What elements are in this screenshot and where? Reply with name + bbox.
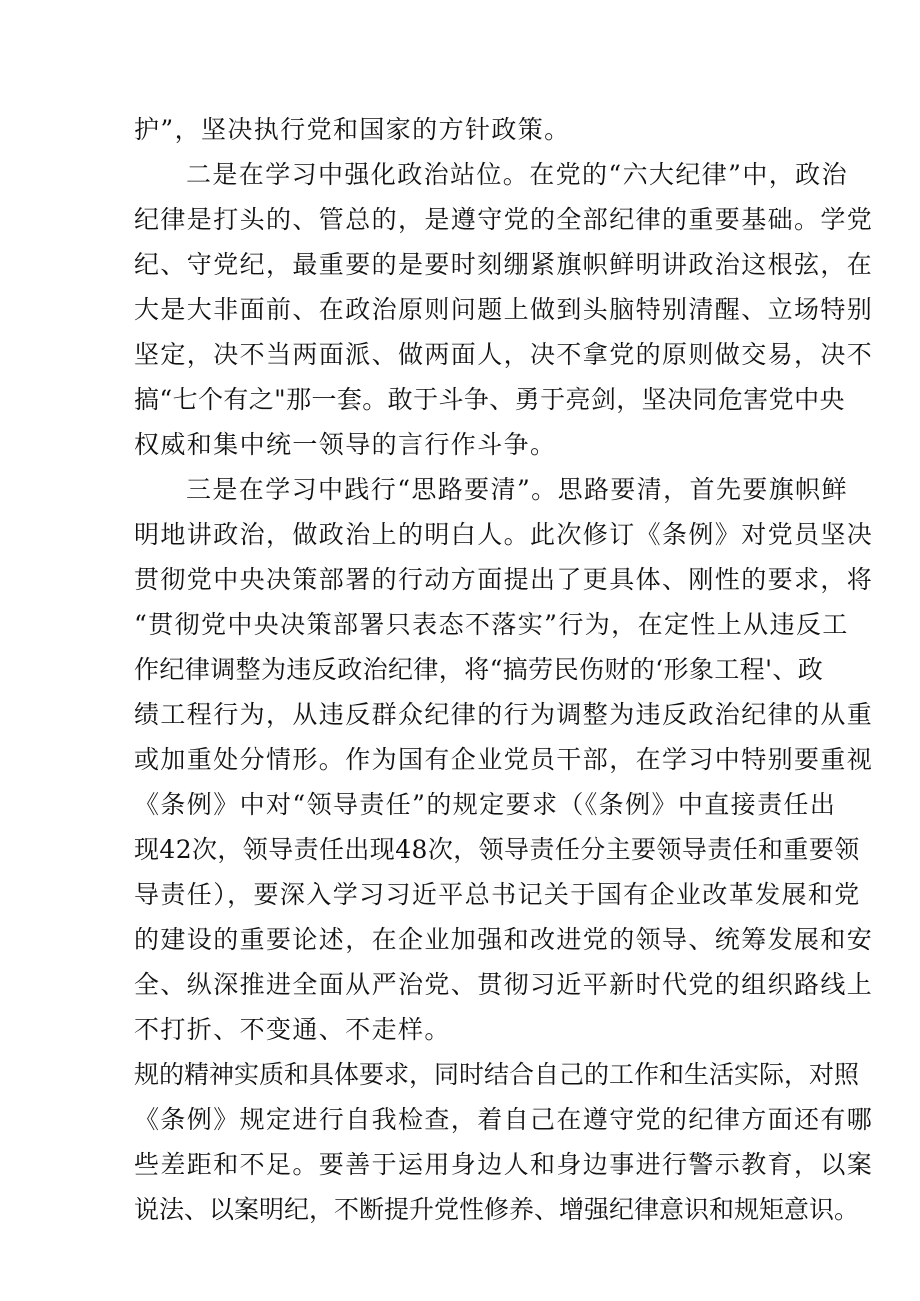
text-line: 现42次，领导责任出现48次，领导责任分主要领导责任和重要领 — [134, 835, 860, 864]
text-line: 大是大非面前、在政治原则问题上做到头脑特别清醒、立场特别 — [134, 295, 874, 324]
text-line: 导责任），要深入学习习近平总书记关于国有企业改革发展和党 — [134, 880, 861, 909]
text-line: 护”，坚决执行党和国家的方针政策。 — [134, 115, 571, 144]
text-line: “贯彻党中央决策部署只表态不落实”行为，在定性上从违反工 — [134, 610, 849, 639]
text-line: 不打折、不变通、不走样。 — [134, 1015, 451, 1044]
text-line: 作纪律调整为违反政治纪律，将“搞劳民伤财的‘形象工程'、政 — [134, 655, 824, 684]
text-line: 的建设的重要论述，在企业加强和改进党的领导、统筹发展和安 — [134, 925, 874, 954]
text-line: 坚定，决不当两面派、做两面人，决不拿党的原则做交易，决不 — [134, 340, 874, 369]
paragraph-start-line: 二是在学习中强化政治站位。在党的“六大纪律”中，政治 — [186, 160, 848, 189]
text-line: 《条例》规定进行自我检查，着自己在遵守党的纪律方面还有哪 — [134, 1105, 874, 1134]
text-line: 或加重处分情形。作为国有企业党员干部，在学习中特别要重视 — [134, 745, 874, 774]
text-line: 明地讲政治，做政治上的明白人。此次修订《条例》对党员坚决 — [134, 520, 874, 549]
text-line: 绩工程行为，从违反群众纪律的行为调整为违反政治纪律的从重 — [134, 700, 874, 729]
text-line: 搞“七个有之"那一套。敢于斗争、勇于亮剑，坚决同危害党中央 — [134, 385, 845, 414]
text-line: 纪律是打头的、管总的，是遵守党的全部纪律的重要基础。学党 — [134, 205, 874, 234]
text-line: 《条例》中对“领导责任”的规定要求（《条例》中直接责任出 — [134, 790, 837, 819]
text-line: 规的精神实质和具体要求，同时结合自己的工作和生活实际，对照 — [134, 1060, 860, 1089]
text-line: 些差距和不足。要善于运用身边人和身边事进行警示教育，以案 — [134, 1150, 874, 1179]
text-line: 纪、守党纪，最重要的是要时刻绷紧旗帜鲜明讲政治这根弦，在 — [134, 250, 874, 279]
paragraph-start-line: 三是在学习中践行“思路要清”。思路要清，首先要旗帜鲜 — [186, 475, 848, 504]
text-line: 全、纵深推进全面从严治党、贯彻习近平新时代党的组织路线上 — [134, 970, 874, 999]
text-line: 权威和集中统一领导的言行作斗争。 — [134, 430, 557, 459]
text-line: 贯彻党中央决策部署的行动方面提出了更具体、刚性的要求，将 — [134, 565, 874, 594]
text-line: 说法、以案明纪，不断提升党性修养、增强纪律意识和规矩意识。 — [134, 1195, 860, 1224]
